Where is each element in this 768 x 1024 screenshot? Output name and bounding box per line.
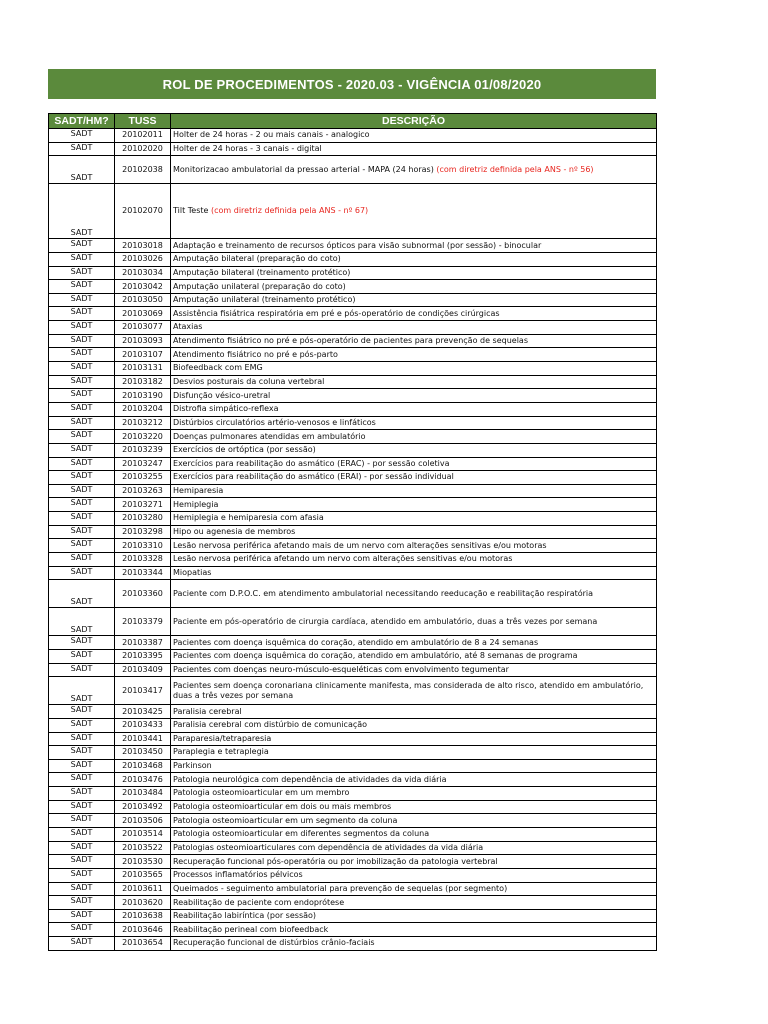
description-text: Patologia osteomioarticular em diferentes segmentos da coluna xyxy=(173,829,430,839)
tuss-code-cell: 20103298 xyxy=(115,525,171,539)
description-text: Parkinson xyxy=(173,761,212,771)
description-cell xyxy=(171,307,657,321)
description-cell xyxy=(171,800,657,814)
description-text: Monitorizacao ambulatorial da pressao arterial - MAPA (24 horas) xyxy=(173,164,437,174)
description-cell xyxy=(171,402,657,416)
sadt-cell: SADT xyxy=(49,580,115,608)
description-cell xyxy=(171,923,657,937)
tuss-code-cell: 20103646 xyxy=(115,923,171,937)
description-cell xyxy=(171,334,657,348)
description-text: Ataxias xyxy=(173,322,203,332)
sadt-cell: SADT xyxy=(49,773,115,787)
description-text: Exercícios para reabilitação do asmático (ERAI) - por sessão individual xyxy=(173,472,454,482)
table-row xyxy=(49,759,657,773)
table-row xyxy=(49,362,657,376)
description-text: Doenças pulmonares atendidas em ambulatório xyxy=(173,431,366,441)
sadt-cell: SADT xyxy=(49,430,115,444)
sadt-cell: SADT xyxy=(49,266,115,280)
description-text: Atendimento fisiátrico no pré e pós-operatório de pacientes para prevenção de sequelas xyxy=(173,336,529,346)
tuss-code-cell: 20103077 xyxy=(115,321,171,335)
description-text: Lesão nervosa periférica afetando mais de um nervo com alterações sensitivas e/ou motoras xyxy=(173,540,547,550)
tuss-code-cell: 20103131 xyxy=(115,362,171,376)
table-row xyxy=(49,252,657,266)
description-cell xyxy=(171,457,657,471)
sadt-cell: SADT xyxy=(49,882,115,896)
tuss-code-cell: 20103212 xyxy=(115,416,171,430)
table-row xyxy=(49,649,657,663)
description-cell xyxy=(171,484,657,498)
description-text: Tilt Teste xyxy=(173,206,211,216)
description-cell xyxy=(171,539,657,553)
tuss-code-cell: 20103271 xyxy=(115,498,171,512)
table-row xyxy=(49,525,657,539)
table-row xyxy=(49,937,657,951)
table-row xyxy=(49,142,657,156)
tuss-code-cell: 20103379 xyxy=(115,608,171,636)
description-text: Recuperação funcional pós-operatória ou por imobilização da patologia vertebral xyxy=(173,856,498,866)
description-cell xyxy=(171,732,657,746)
sadt-cell: SADT xyxy=(49,252,115,266)
description-cell xyxy=(171,184,657,239)
description-cell xyxy=(171,841,657,855)
sadt-cell: SADT xyxy=(49,539,115,553)
table-row xyxy=(49,732,657,746)
description-cell xyxy=(171,580,657,608)
tuss-code-cell: 20103522 xyxy=(115,841,171,855)
sadt-cell: SADT xyxy=(49,923,115,937)
tuss-code-cell: 20103255 xyxy=(115,471,171,485)
table-row xyxy=(49,773,657,787)
description-cell xyxy=(171,896,657,910)
tuss-code-cell: 20103247 xyxy=(115,457,171,471)
sadt-cell: SADT xyxy=(49,307,115,321)
tuss-code-cell: 20102020 xyxy=(115,142,171,156)
description-cell xyxy=(171,142,657,156)
description-text: Pacientes com doença isquêmica do coração, atendido em ambulatório, até 8 semanas de programa xyxy=(173,651,578,661)
column-header-description: DESCRIÇÃO xyxy=(171,114,657,129)
table-row xyxy=(49,307,657,321)
description-cell xyxy=(171,498,657,512)
description-cell xyxy=(171,348,657,362)
description-cell xyxy=(171,718,657,732)
sadt-cell: SADT xyxy=(49,348,115,362)
sadt-cell: SADT xyxy=(49,663,115,677)
description-cell xyxy=(171,321,657,335)
description-text: Patologia osteomioarticular em dois ou mais membros xyxy=(173,802,392,812)
description-text: Paciente com D.P.O.C. em atendimento ambulatorial necessitando reeducação e reabilitação respiratória xyxy=(173,588,594,598)
tuss-code-cell: 20103107 xyxy=(115,348,171,362)
description-text: Pacientes sem doença coronariana clinicamente manifesta, mas considerada de alto risco, atendido em ambulatório, duas a três vezes por semana xyxy=(173,680,644,700)
sadt-cell: SADT xyxy=(49,814,115,828)
tuss-code-cell: 20103638 xyxy=(115,909,171,923)
tuss-code-cell: 20103425 xyxy=(115,705,171,719)
description-text: Paralisia cerebral xyxy=(173,706,242,716)
table-row xyxy=(49,909,657,923)
table-header-row xyxy=(49,114,657,129)
ans-guideline-note: (com diretriz definida pela ANS - nº 56) xyxy=(436,164,594,174)
sadt-cell: SADT xyxy=(49,841,115,855)
tuss-code-cell: 20103506 xyxy=(115,814,171,828)
table-row xyxy=(49,443,657,457)
tuss-code-cell: 20103328 xyxy=(115,553,171,567)
sadt-cell: SADT xyxy=(49,855,115,869)
description-text: Patologia osteomioarticular em um membro xyxy=(173,788,350,798)
sadt-cell: SADT xyxy=(49,156,115,184)
description-text: Reabilitação de paciente com endoprótese xyxy=(173,897,345,907)
sadt-cell: SADT xyxy=(49,142,115,156)
ans-guideline-note: (com diretriz definida pela ANS - nº 67) xyxy=(210,206,369,216)
table-row xyxy=(49,827,657,841)
tuss-code-cell: 20103514 xyxy=(115,827,171,841)
description-text: Recuperação funcional de distúrbios crânio-faciais xyxy=(173,938,375,948)
tuss-code-cell: 20103433 xyxy=(115,718,171,732)
sadt-cell: SADT xyxy=(49,608,115,636)
description-cell xyxy=(171,855,657,869)
table-row xyxy=(49,375,657,389)
description-text: Holter de 24 horas - 3 canais - digital xyxy=(173,143,322,153)
description-text: Hemiplegia xyxy=(173,499,219,509)
sadt-cell: SADT xyxy=(49,759,115,773)
sadt-cell: SADT xyxy=(49,553,115,567)
tuss-code-cell: 20103050 xyxy=(115,293,171,307)
tuss-code-cell: 20103565 xyxy=(115,868,171,882)
description-text: Patologia neurológica com dependência de atividades da vida diária xyxy=(173,774,447,784)
tuss-code-cell: 20103450 xyxy=(115,746,171,760)
table-row xyxy=(49,663,657,677)
description-text: Patologias osteomioarticulares com dependência de atividades da vida diária xyxy=(173,842,484,852)
description-text: Hemiplegia e hemiparesia com afasia xyxy=(173,513,324,523)
sadt-cell: SADT xyxy=(49,868,115,882)
description-cell xyxy=(171,677,657,705)
table-row xyxy=(49,457,657,471)
description-text: Biofeedback com EMG xyxy=(173,363,263,373)
tuss-code-cell: 20103182 xyxy=(115,375,171,389)
tuss-code-cell: 20103280 xyxy=(115,512,171,526)
sadt-cell: SADT xyxy=(49,443,115,457)
tuss-code-cell: 20103654 xyxy=(115,937,171,951)
sadt-cell: SADT xyxy=(49,746,115,760)
description-cell xyxy=(171,882,657,896)
table-row xyxy=(49,553,657,567)
sadt-cell: SADT xyxy=(49,677,115,705)
tuss-code-cell: 20103190 xyxy=(115,389,171,403)
table-row xyxy=(49,705,657,719)
table-row xyxy=(49,539,657,553)
table-row xyxy=(49,855,657,869)
table-row xyxy=(49,266,657,280)
sadt-cell: SADT xyxy=(49,498,115,512)
sadt-cell: SADT xyxy=(49,280,115,294)
table-row xyxy=(49,636,657,650)
description-text: Reabilitação perineal com biofeedback xyxy=(173,924,329,934)
description-cell xyxy=(171,787,657,801)
sadt-cell: SADT xyxy=(49,184,115,239)
description-text: Adaptação e treinamento de recursos ópticos para visão subnormal (por sessão) - binocular xyxy=(173,240,542,250)
description-cell xyxy=(171,443,657,457)
description-cell xyxy=(171,663,657,677)
description-cell xyxy=(171,293,657,307)
table-row xyxy=(49,389,657,403)
tuss-code-cell: 20103018 xyxy=(115,239,171,253)
description-cell xyxy=(171,389,657,403)
description-text: Paralisia cerebral com distúrbio de comunicação xyxy=(173,720,368,730)
description-cell xyxy=(171,705,657,719)
description-text: Patologia osteomioarticular em um segmento da coluna xyxy=(173,815,398,825)
tuss-code-cell: 20102038 xyxy=(115,156,171,184)
description-text: Amputação bilateral (treinamento protético) xyxy=(173,267,351,277)
description-cell xyxy=(171,746,657,760)
description-text: Queimados - seguimento ambulatorial para prevenção de sequelas (por segmento) xyxy=(173,883,508,893)
description-cell xyxy=(171,553,657,567)
table-row xyxy=(49,841,657,855)
description-cell xyxy=(171,773,657,787)
sadt-cell: SADT xyxy=(49,896,115,910)
description-cell xyxy=(171,430,657,444)
tuss-code-cell: 20103069 xyxy=(115,307,171,321)
description-cell xyxy=(171,266,657,280)
tuss-code-cell: 20103387 xyxy=(115,636,171,650)
description-text: Exercícios para reabilitação do asmático (ERAC) - por sessão coletiva xyxy=(173,458,450,468)
tuss-code-cell: 20102070 xyxy=(115,184,171,239)
description-text: Disfunção vésico-uretral xyxy=(173,390,271,400)
sadt-cell: SADT xyxy=(49,566,115,580)
table-row xyxy=(49,746,657,760)
tuss-code-cell: 20103026 xyxy=(115,252,171,266)
table-row xyxy=(49,498,657,512)
sadt-cell: SADT xyxy=(49,389,115,403)
description-text: Miopatias xyxy=(173,567,212,577)
description-cell xyxy=(171,566,657,580)
table-row xyxy=(49,923,657,937)
description-cell xyxy=(171,525,657,539)
sadt-cell: SADT xyxy=(49,362,115,376)
table-row xyxy=(49,471,657,485)
description-text: Atendimento fisiátrico no pré e pós-parto xyxy=(173,349,338,359)
tuss-code-cell: 20103093 xyxy=(115,334,171,348)
description-text: Pacientes com doença isquêmica do coração, atendido em ambulatório de 8 a 24 semanas xyxy=(173,637,539,647)
description-text: Amputação unilateral (preparação do coto) xyxy=(173,281,346,291)
table-row xyxy=(49,882,657,896)
sadt-cell: SADT xyxy=(49,525,115,539)
description-cell xyxy=(171,362,657,376)
procedures-table xyxy=(48,113,657,951)
tuss-code-cell: 20103310 xyxy=(115,539,171,553)
sadt-cell: SADT xyxy=(49,909,115,923)
description-text: Exercícios de ortóptica (por sessão) xyxy=(173,445,316,455)
table-row xyxy=(49,800,657,814)
description-text: Holter de 24 horas - 2 ou mais canais - analogico xyxy=(173,130,370,140)
table-row xyxy=(49,580,657,608)
description-text: Desvios posturais da coluna vertebral xyxy=(173,377,325,386)
tuss-code-cell: 20103239 xyxy=(115,443,171,457)
description-text: Paraparesia/tetraparesia xyxy=(173,733,272,743)
tuss-code-cell: 20103468 xyxy=(115,759,171,773)
tuss-code-cell: 20103484 xyxy=(115,787,171,801)
description-cell xyxy=(171,280,657,294)
table-row xyxy=(49,484,657,498)
tuss-code-cell: 20103395 xyxy=(115,649,171,663)
sadt-cell: SADT xyxy=(49,649,115,663)
tuss-code-cell: 20103204 xyxy=(115,402,171,416)
tuss-code-cell: 20103409 xyxy=(115,663,171,677)
description-text: Hemiparesia xyxy=(173,486,224,496)
description-text: Amputação unilateral (treinamento protético) xyxy=(173,295,356,305)
tuss-code-cell: 20103220 xyxy=(115,430,171,444)
sadt-cell: SADT xyxy=(49,705,115,719)
tuss-code-cell: 20103611 xyxy=(115,882,171,896)
description-cell xyxy=(171,375,657,389)
description-text: Reabilitação labiríntica (por sessão) xyxy=(173,911,317,921)
tuss-code-cell: 20103476 xyxy=(115,773,171,787)
description-text: Paciente em pós-operatório de cirurgia cardíaca, atendido em ambulatório, duas a três vezes por semana xyxy=(173,616,598,626)
sadt-cell: SADT xyxy=(49,787,115,801)
tuss-code-cell: 20103417 xyxy=(115,677,171,705)
description-cell xyxy=(171,239,657,253)
description-cell xyxy=(171,937,657,951)
table-row xyxy=(49,416,657,430)
table-row xyxy=(49,677,657,705)
tuss-code-cell: 20102011 xyxy=(115,129,171,143)
table-row xyxy=(49,787,657,801)
tuss-code-cell: 20103034 xyxy=(115,266,171,280)
description-text: Amputação bilateral (preparação do coto) xyxy=(173,254,341,264)
table-row xyxy=(49,156,657,184)
table-row xyxy=(49,512,657,526)
table-row xyxy=(49,321,657,335)
sadt-cell: SADT xyxy=(49,334,115,348)
sadt-cell: SADT xyxy=(49,484,115,498)
sadt-cell: SADT xyxy=(49,471,115,485)
description-text: Processos inflamatórios pélvicos xyxy=(173,870,303,880)
description-text: Hipo ou agenesia de membros xyxy=(173,527,296,537)
sadt-cell: SADT xyxy=(49,937,115,951)
table-row xyxy=(49,239,657,253)
tuss-code-cell: 20103042 xyxy=(115,280,171,294)
description-cell xyxy=(171,129,657,143)
table-row xyxy=(49,184,657,239)
table-body xyxy=(49,129,657,951)
sadt-cell: SADT xyxy=(49,416,115,430)
tuss-code-cell: 20103360 xyxy=(115,580,171,608)
document-title: ROL DE PROCEDIMENTOS - 2020.03 - VIGÊNCIA 01/08/2020 xyxy=(48,69,656,99)
description-cell xyxy=(171,868,657,882)
sadt-cell: SADT xyxy=(49,718,115,732)
description-text: Lesão nervosa periférica afetando um nervo com alterações sensitivas e/ou motoras xyxy=(173,554,513,564)
sadt-cell: SADT xyxy=(49,512,115,526)
description-text: Paraplegia e tetraplegia xyxy=(173,747,269,757)
table-row xyxy=(49,868,657,882)
table-row xyxy=(49,608,657,636)
sadt-cell: SADT xyxy=(49,636,115,650)
table-row xyxy=(49,293,657,307)
sadt-cell: SADT xyxy=(49,129,115,143)
sadt-cell: SADT xyxy=(49,800,115,814)
description-cell xyxy=(171,512,657,526)
description-cell xyxy=(171,608,657,636)
description-text: Assistência fisiátrica respiratória em pré e pós-operatório de condições cirúrgicas xyxy=(173,308,500,318)
sadt-cell: SADT xyxy=(49,827,115,841)
column-header-sadt: SADT/HM? xyxy=(49,114,115,129)
description-cell xyxy=(171,759,657,773)
table-row xyxy=(49,718,657,732)
tuss-code-cell: 20103620 xyxy=(115,896,171,910)
table-row xyxy=(49,129,657,143)
description-cell xyxy=(171,471,657,485)
sadt-cell: SADT xyxy=(49,732,115,746)
description-text: Distrofia simpático-reflexa xyxy=(173,404,279,414)
tuss-code-cell: 20103441 xyxy=(115,732,171,746)
description-cell xyxy=(171,827,657,841)
description-text: Distúrbios circulatórios artério-venosos e linfáticos xyxy=(173,417,376,427)
sadt-cell: SADT xyxy=(49,457,115,471)
sadt-cell: SADT xyxy=(49,321,115,335)
table-row xyxy=(49,280,657,294)
description-cell xyxy=(171,252,657,266)
sadt-cell: SADT xyxy=(49,375,115,389)
description-cell xyxy=(171,649,657,663)
column-header-tuss: TUSS xyxy=(115,114,171,129)
sadt-cell: SADT xyxy=(49,239,115,253)
description-cell xyxy=(171,909,657,923)
tuss-code-cell: 20103530 xyxy=(115,855,171,869)
description-cell xyxy=(171,416,657,430)
description-cell xyxy=(171,156,657,184)
description-text: Pacientes com doenças neuro-músculo-esqueléticas com envolvimento tegumentar xyxy=(173,664,509,674)
description-cell xyxy=(171,636,657,650)
description-cell xyxy=(171,814,657,828)
table-row xyxy=(49,430,657,444)
table-row xyxy=(49,814,657,828)
tuss-code-cell: 20103492 xyxy=(115,800,171,814)
table-row xyxy=(49,896,657,910)
table-row xyxy=(49,402,657,416)
sadt-cell: SADT xyxy=(49,293,115,307)
table-row xyxy=(49,334,657,348)
tuss-code-cell: 20103263 xyxy=(115,484,171,498)
table-row xyxy=(49,566,657,580)
tuss-code-cell: 20103344 xyxy=(115,566,171,580)
table-row xyxy=(49,348,657,362)
sadt-cell: SADT xyxy=(49,402,115,416)
